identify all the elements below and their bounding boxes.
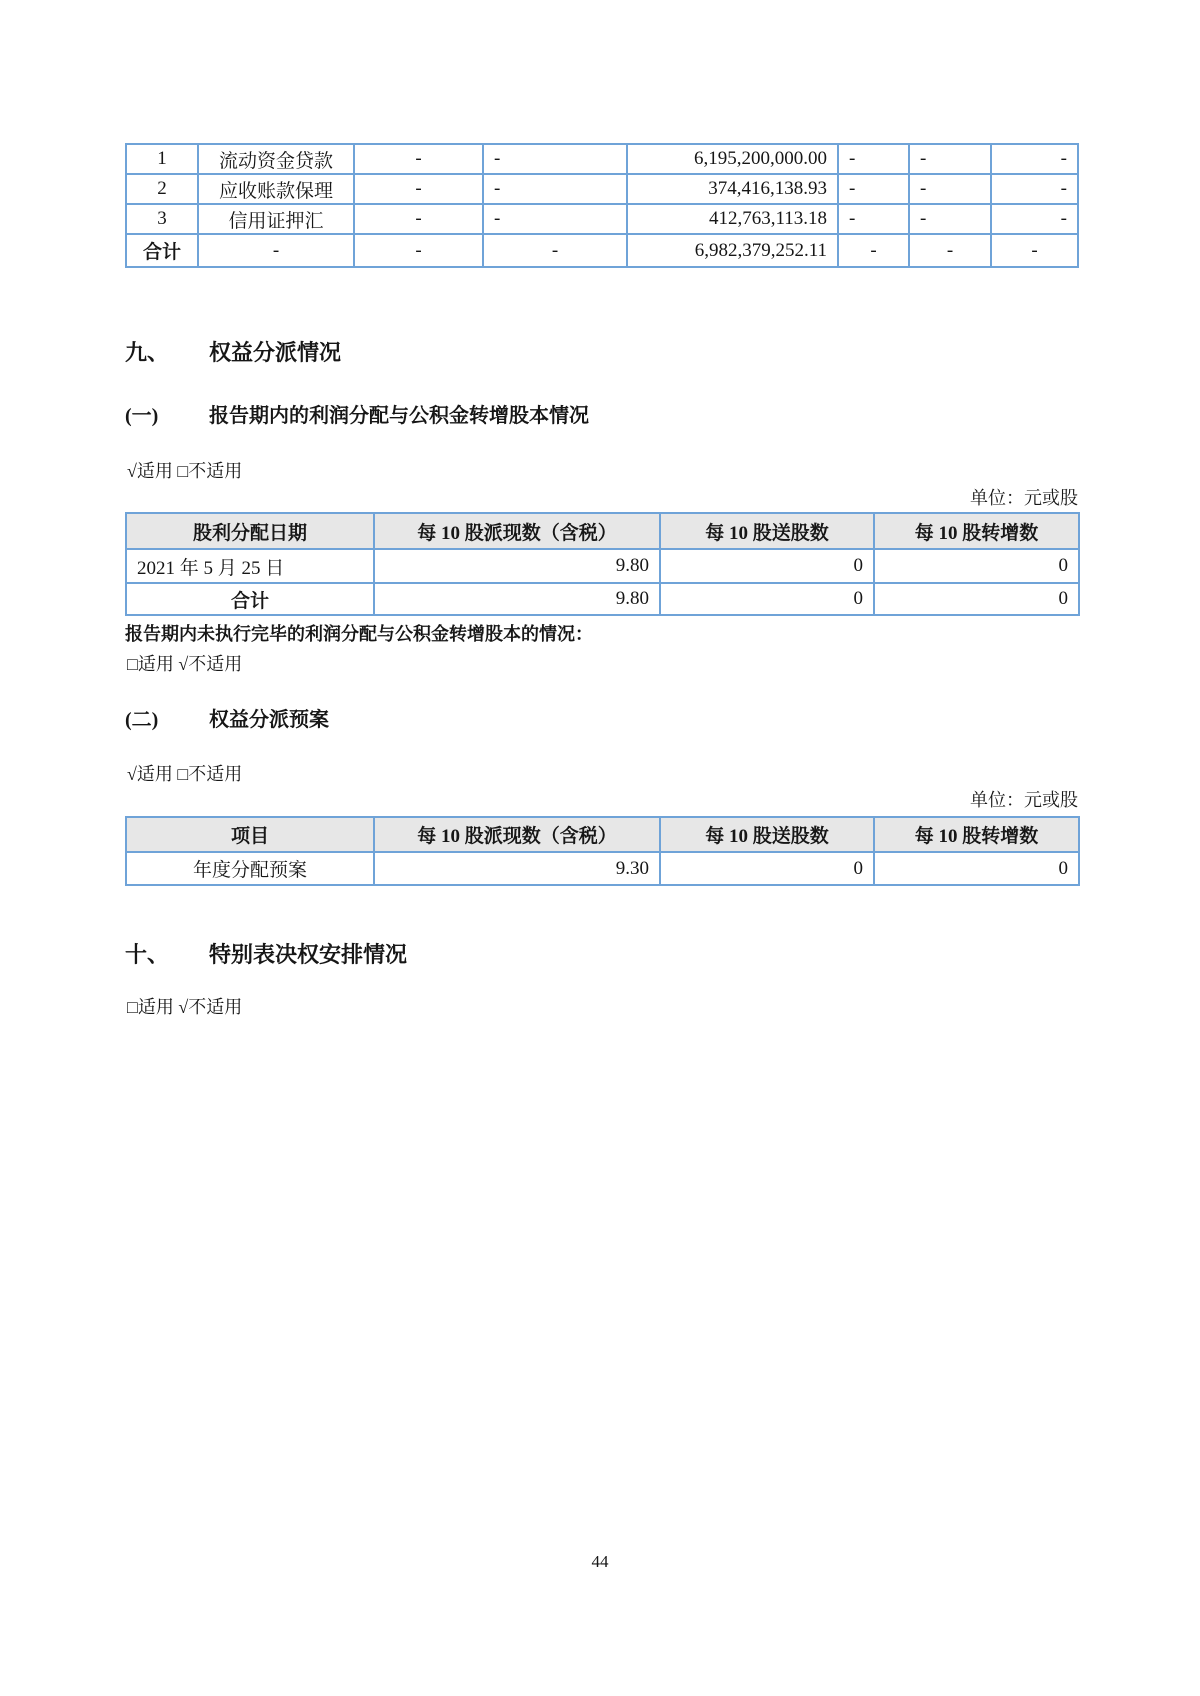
cell-dash: -	[354, 204, 483, 234]
col-header: 每 10 股送股数	[660, 513, 874, 549]
col-header: 每 10 股派现数（含税）	[374, 817, 660, 852]
section-nine-heading	[125, 336, 341, 367]
table-total-row	[126, 583, 1079, 615]
page-number: 44	[591, 1552, 609, 1571]
applicability-line: □适用 √不适用	[127, 997, 243, 1017]
cell-dash: -	[354, 144, 483, 174]
plan-table	[125, 816, 1080, 886]
cell-dash: -	[354, 234, 483, 267]
applicability-line: √适用 □不适用	[127, 764, 243, 784]
amount-cell: 6,195,200,000.00	[627, 144, 838, 174]
table-total-row	[126, 234, 1078, 267]
amount-cell: 6,982,379,252.11	[627, 234, 838, 267]
cell-dash: -	[198, 234, 354, 267]
cell-dash: -	[483, 234, 627, 267]
transfer-cell: 0	[874, 549, 1079, 583]
section-title: 特别表决权安排情况	[209, 942, 408, 967]
amount-cell: 374,416,138.93	[627, 174, 838, 204]
cash-cell: 9.80	[374, 583, 660, 615]
section-ten-heading	[125, 938, 407, 969]
subsection-number: (二)	[125, 709, 159, 731]
total-label: 合计	[126, 583, 374, 615]
subsection-number: (一)	[125, 405, 159, 427]
item-name: 应收账款保理	[198, 174, 354, 204]
transfer-cell: 0	[874, 852, 1079, 885]
cell-dash: -	[838, 144, 909, 174]
bonus-cell: 0	[660, 583, 874, 615]
subsection-title: 权益分派预案	[209, 709, 329, 731]
subsection-one-heading	[125, 399, 589, 428]
table-header-row	[126, 817, 1079, 852]
cell-dash: -	[354, 174, 483, 204]
col-header: 每 10 股派现数（含税）	[374, 513, 660, 549]
cell-dash: -	[991, 144, 1078, 174]
table-header-row	[126, 513, 1079, 549]
cell-dash: -	[909, 174, 991, 204]
item-name: 流动资金贷款	[198, 144, 354, 174]
date-cell: 2021 年 5 月 25 日	[126, 549, 374, 583]
applicability-line: √适用 □不适用	[127, 461, 243, 481]
row-no: 1	[126, 144, 198, 174]
unit-label: 单位：元或股	[970, 488, 1078, 508]
section-number: 十、	[125, 942, 170, 967]
subsection-title: 报告期内的利润分配与公积金转增股本情况	[209, 405, 589, 427]
row-no: 3	[126, 204, 198, 234]
cell-dash: -	[991, 234, 1078, 267]
dividend-table	[125, 512, 1080, 616]
table-row	[126, 852, 1079, 885]
total-label: 合计	[126, 234, 198, 267]
cash-cell: 9.80	[374, 549, 660, 583]
cell-dash: -	[991, 174, 1078, 204]
cell-dash: -	[838, 204, 909, 234]
cell-dash: -	[909, 234, 991, 267]
unit-label: 单位：元或股	[970, 790, 1078, 810]
table-row	[126, 204, 1078, 234]
bonus-cell: 0	[660, 549, 874, 583]
table-row	[126, 174, 1078, 204]
section-title: 权益分派情况	[209, 340, 342, 365]
col-header: 每 10 股转增数	[874, 513, 1079, 549]
col-header: 每 10 股送股数	[660, 817, 874, 852]
cash-cell: 9.30	[374, 852, 660, 885]
cell-dash: -	[838, 174, 909, 204]
cell-dash: -	[909, 144, 991, 174]
cell-dash: -	[483, 204, 627, 234]
cell-dash: -	[483, 174, 627, 204]
applicability-line: □适用 √不适用	[127, 654, 243, 674]
subsection-two-heading	[125, 703, 329, 732]
cell-dash: -	[838, 234, 909, 267]
amount-cell: 412,763,113.18	[627, 204, 838, 234]
unexecuted-distribution-note: 报告期内未执行完毕的利润分配与公积金转增股本的情况：	[125, 624, 593, 644]
section-number: 九、	[125, 340, 170, 365]
cell-dash: -	[483, 144, 627, 174]
col-header: 每 10 股转增数	[874, 817, 1079, 852]
bonus-cell: 0	[660, 852, 874, 885]
cell-dash: -	[991, 204, 1078, 234]
plan-label: 年度分配预案	[126, 852, 374, 885]
table-row	[126, 144, 1078, 174]
row-no: 2	[126, 174, 198, 204]
financing-table	[125, 143, 1079, 268]
col-header: 项目	[126, 817, 374, 852]
cell-dash: -	[909, 204, 991, 234]
table-row	[126, 549, 1079, 583]
col-header: 股利分配日期	[126, 513, 374, 549]
item-name: 信用证押汇	[198, 204, 354, 234]
transfer-cell: 0	[874, 583, 1079, 615]
